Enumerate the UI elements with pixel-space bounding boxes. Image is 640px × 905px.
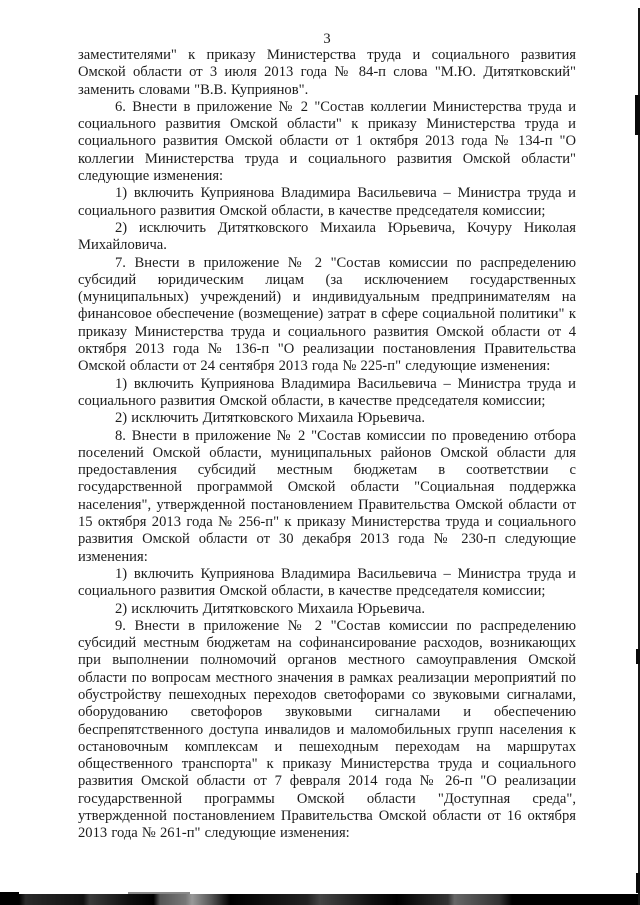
scan-edge-bottom-bar (0, 894, 640, 905)
scan-blob-right-middle (636, 649, 640, 664)
paragraph-item-8: 8. Внести в приложение № 2 "Состав комиссии по проведению отбора поселений Омской области, муниципальных районов Омской области для предоставления субсидий местным бюджетам в соответствии с государственной программой Омской области "Социальная поддержка населения", утвержденной постановлением Правительства Омской области от 15 октября 2013 года № 256-п" к приказу Министерства труда и социального развития Омской области от 30 декабря 2013 года № 230-п следующие изменения: (78, 427, 576, 565)
scan-blob-right-top (635, 95, 640, 135)
scan-smudge (128, 892, 190, 894)
scan-blob-right-bottom (636, 873, 640, 893)
paragraph-item-7-sub-2: 2) исключить Дитятковского Михаила Юрьевича. (115, 410, 426, 427)
document-body (78, 47, 576, 843)
paragraph-item-7: 7. Внести в приложение № 2 "Состав комиссии по распределению субсидий юридическим лицам (за исключением государственных (муниципальных) учреждений) и индивидуальным предпринимателям на финансовое обеспечение (возмещение) затрат в сфере социальной политики" к приказу Министерства труда и социального развития Омской области от 4 октября 2013 года № 136-п "О реализации постановления Правительства Омской области от 24 сентября 2013 года № 225-п" следующие изменения: (78, 254, 576, 375)
paragraph-item-9: 9. Внести в приложение № 2 "Состав комиссии по распределению субсидий местным бюджетам на софинансирование расходов, возникающих при выполнении полномочий органов местного самоуправления Омской области по вопросам местного значения в рамках реализации мероприятий по обустройству пешеходных переходов светофорами со звуковыми сигналами, оборудованию светофоров звуковыми сигналами и обеспечению беспрепятственного доступа инвалидов и маломобильных групп населения к остановочным комплексам и пешеходным переходам на маршрутах общественного транспорта" к приказу Министерства труда и социального развития Омской области от 7 февраля 2014 года № 26-п "О реализации государственной программы Омской области "Доступная среда", утвержденной постановлением Правительства Омской области от 16 октября 2013 года № 261-п" следующие изменения: (78, 617, 576, 842)
paragraph-item-6-sub-2: 2) исключить Дитятковского Михаила Юрьевича, Кочуру Николая Михайловича. (78, 219, 576, 254)
paragraph-item-7-sub-1: 1) включить Куприянова Владимира Васильевича – Министра труда и социального развития Омской области, в качестве председателя комиссии; (78, 375, 576, 409)
paragraph-item-8-sub-1: 1) включить Куприянова Владимира Васильевича – Министра труда и социального развития Омской области, в качестве председателя комиссии; (78, 565, 576, 600)
paragraph-item-6-sub-1: 1) включить Куприянова Владимира Васильевича – Министра труда и социального развития Омской области, в качестве председателя комиссии; (78, 185, 576, 219)
paragraph-continuation: заместителями" к приказу Министерства труда и социального развития Омской области от 3 июля 2013 года № 84-п слова "М.Ю. Дитятковский" заменить словами "В.В. Куприянов". (78, 47, 576, 98)
scan-edge-bottom-left-blob (0, 892, 19, 896)
page-number: 3 (323, 31, 331, 47)
paragraph-item-6: 6. Внести в приложение № 2 "Состав коллегии Министерства труда и социального развития Омской области" к приказу Министерства труда и социального развития Омской области от 1 октября 2013 года № 134-п "О коллегии Министерства труда и социального развития Омской области" следующие изменения: (78, 98, 576, 185)
paragraph-item-8-sub-2: 2) исключить Дитятковского Михаила Юрьевича. (115, 600, 426, 617)
